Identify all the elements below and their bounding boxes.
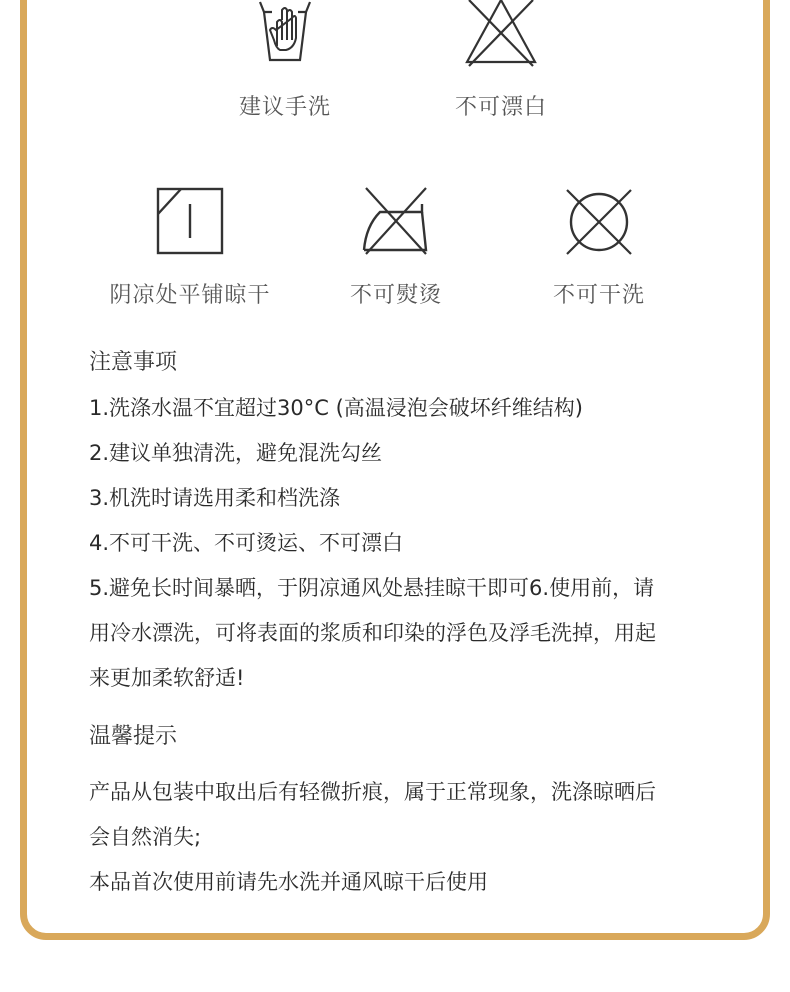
notes-line: 来更加柔软舒适! xyxy=(89,666,245,690)
tips-line: 产品从包装中取出后有轻微折痕，属于正常现象，洗涤晾晒后 xyxy=(89,780,656,804)
hand-wash-item xyxy=(224,0,346,121)
shade-dry-flat-item xyxy=(92,186,288,309)
no-dry-clean-icon xyxy=(563,186,635,258)
tips-line: 会自然消失; xyxy=(89,825,202,849)
no-bleach-item xyxy=(440,0,562,121)
no-iron-item xyxy=(334,186,458,309)
notes-line: 4.不可干洗、不可烫运、不可漂白 xyxy=(89,531,404,555)
hand-wash-icon xyxy=(250,0,320,70)
notes-line: 3.机洗时请选用柔和档洗涤 xyxy=(89,486,341,510)
hand-wash-label: 建议手洗 xyxy=(238,95,331,120)
notes-line: 2.建议单独清洗，避免混洗勾丝 xyxy=(89,441,383,465)
no-dry-clean-label: 不可干洗 xyxy=(552,283,645,308)
no-bleach-label: 不可漂白 xyxy=(454,95,547,120)
no-bleach-icon xyxy=(461,0,541,70)
notes-line: 用冷水漂洗，可将表面的浆质和印染的浮色及浮毛洗掉，用起 xyxy=(89,621,656,645)
notes-line: 5.避免长时间暴晒，于阴凉通风处悬挂晾干即可6.使用前，请 xyxy=(89,576,655,600)
notes-title: 注意事项 xyxy=(89,350,178,375)
no-iron-icon xyxy=(360,186,432,258)
notes-line: 1.洗涤水温不宜超过30°C (高温浸泡会破坏纤维结构) xyxy=(89,396,583,420)
no-dry-clean-item xyxy=(537,186,661,309)
tips-line: 本品首次使用前请先水洗并通风晾干后使用 xyxy=(89,870,488,894)
shade-dry-flat-icon xyxy=(155,186,225,258)
shade-dry-flat-label: 阴凉处平铺晾干 xyxy=(109,283,271,308)
no-iron-label: 不可熨烫 xyxy=(349,283,442,308)
tips-title: 温馨提示 xyxy=(89,724,178,749)
